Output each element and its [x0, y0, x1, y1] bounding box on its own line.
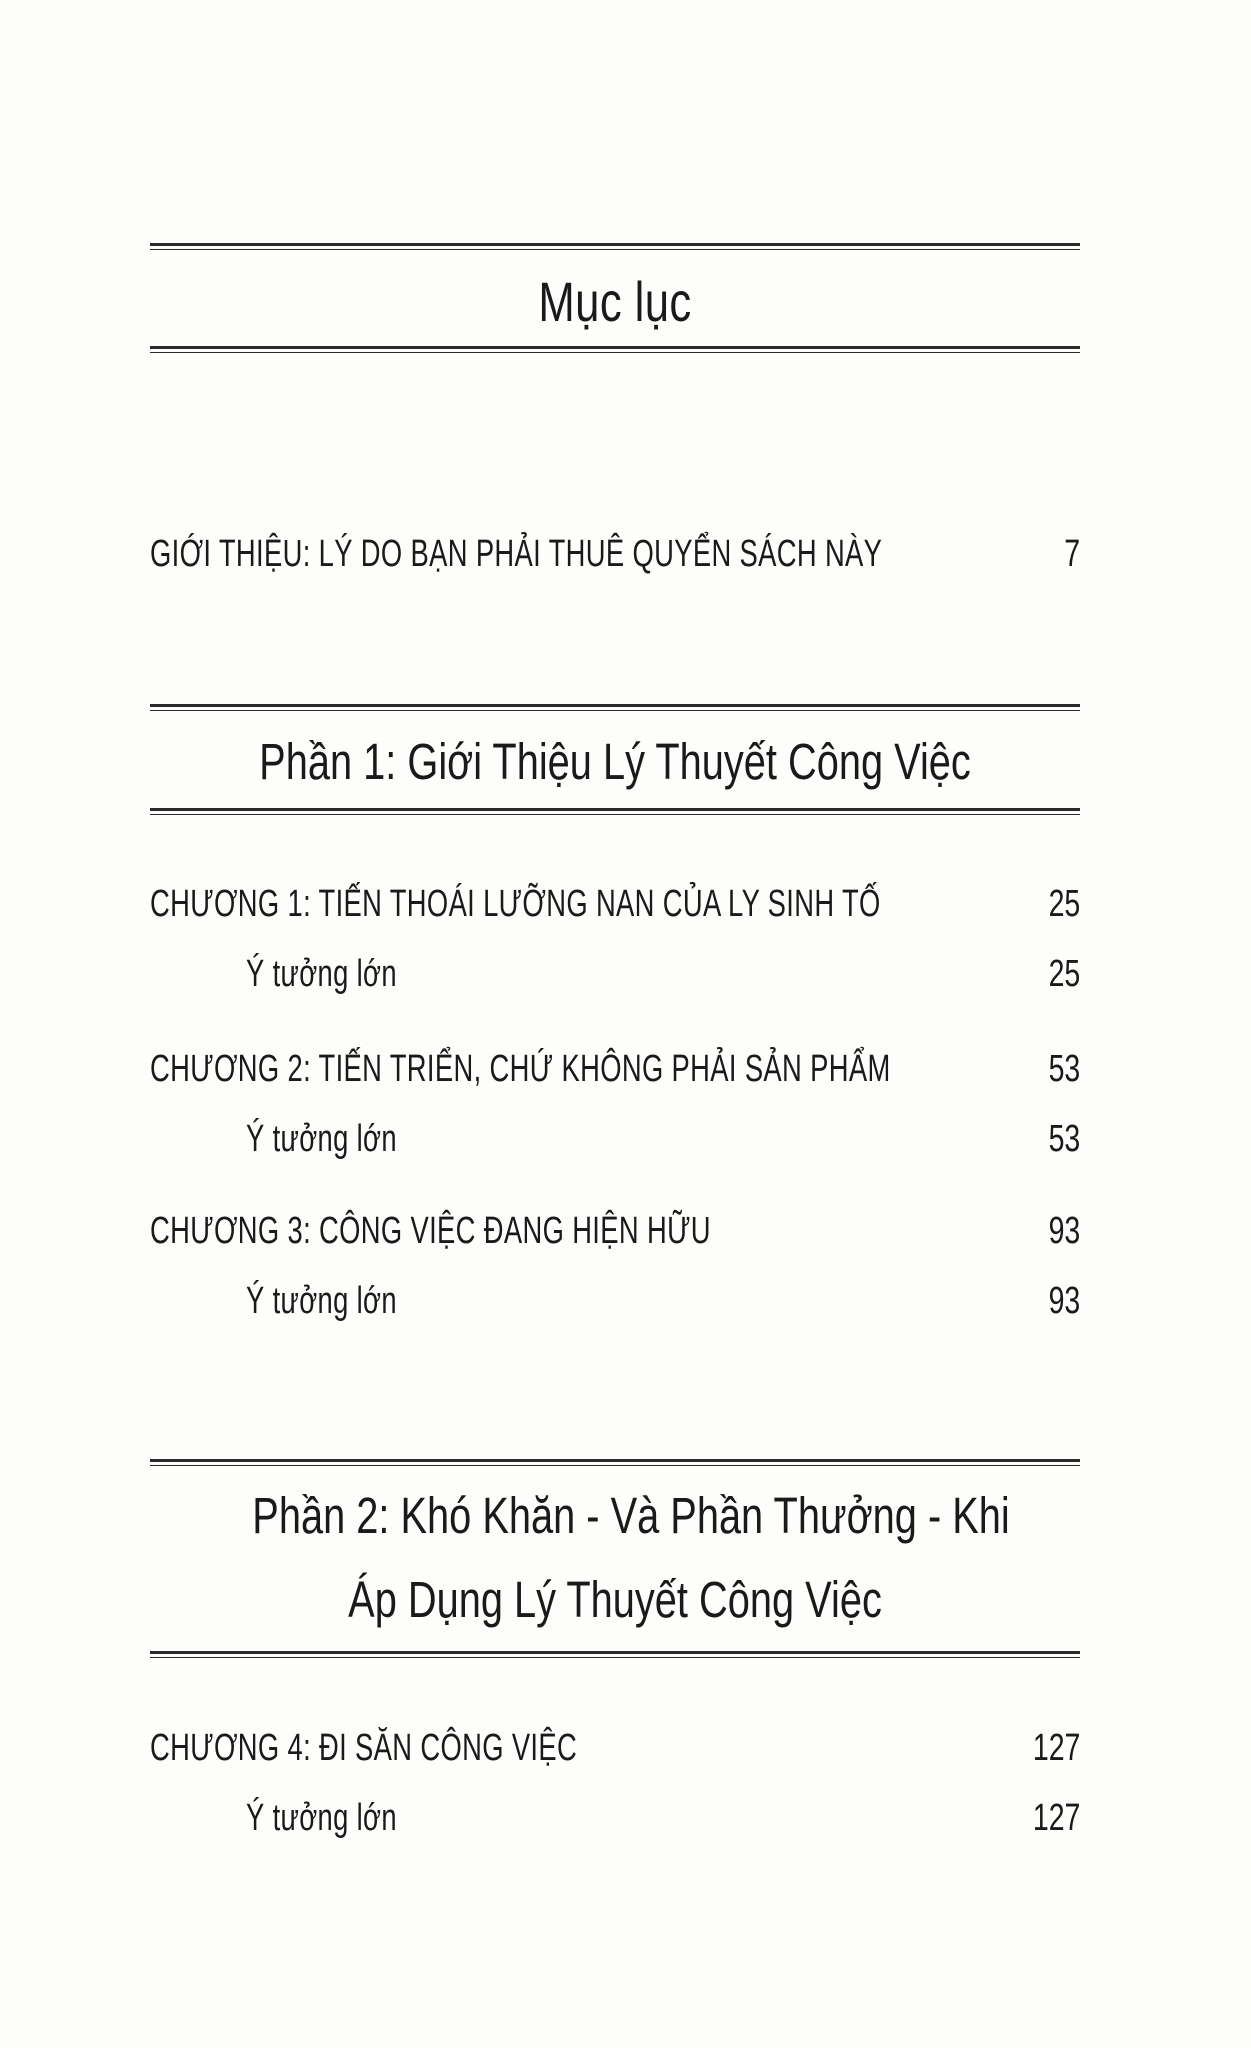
toc-entry-page: 93	[1048, 1210, 1080, 1252]
toc-entry-page: 25	[1048, 883, 1080, 925]
toc-entry-label: CHƯƠNG 3: CÔNG VIỆC ĐANG HIỆN HỮU	[150, 1210, 711, 1252]
toc-subentry-page: 127	[1032, 1797, 1080, 1839]
toc-entry-label: CHƯƠNG 2: TIẾN TRIỂN, CHỨ KHÔNG PHẢI SẢN PHẨM	[150, 1048, 891, 1090]
part-1-top-rule	[150, 704, 1080, 714]
toc-entry-page: 53	[1048, 1048, 1080, 1090]
toc-subentry-label: Ý tưởng lớn	[246, 1280, 397, 1322]
toc-entry-label: CHƯƠNG 1: TIẾN THOÁI LƯỠNG NAN CỦA LY SINH TỐ	[150, 883, 881, 925]
toc-entry-chapter-1[interactable]	[150, 883, 1080, 933]
toc-subentry-chapter-1[interactable]	[150, 953, 1080, 1003]
toc-entry-chapter-3[interactable]	[150, 1210, 1080, 1260]
toc-entry-label: GIỚI THIỆU: LÝ DO BẠN PHẢI THUÊ QUYỂN SÁCH NÀY	[150, 533, 883, 575]
toc-subentry-label: Ý tưởng lớn	[246, 953, 397, 995]
toc-subentry-label: Ý tưởng lớn	[246, 1797, 397, 1839]
toc-subentry-chapter-3[interactable]	[150, 1280, 1080, 1330]
part-2-title-line-2: Áp Dụng Lý Thuyết Công Việc	[348, 1571, 882, 1628]
toc-entry-intro[interactable]	[150, 533, 1080, 583]
title-top-rule	[150, 243, 1080, 253]
toc-entry-label: CHƯƠNG 4: ĐI SĂN CÔNG VIỆC	[150, 1727, 578, 1769]
toc-entry-page: 7	[1064, 533, 1080, 575]
part-2-bottom-rule	[150, 1651, 1080, 1661]
toc-subentry-label: Ý tưởng lớn	[246, 1118, 397, 1160]
toc-subentry-page: 93	[1048, 1280, 1080, 1322]
title-bottom-rule	[150, 346, 1080, 356]
part-2-title-line-1: Phần 2: Khó Khăn - Và Phần Thưởng - Khi	[252, 1487, 1010, 1544]
part-1-bottom-rule	[150, 808, 1080, 818]
toc-subentry-page: 25	[1048, 953, 1080, 995]
toc-subentry-chapter-2[interactable]	[150, 1118, 1080, 1168]
toc-entry-chapter-4[interactable]	[150, 1727, 1080, 1777]
page-title: Mục lục	[538, 270, 692, 333]
part-2-top-rule	[150, 1459, 1080, 1469]
toc-entry-chapter-2[interactable]	[150, 1048, 1080, 1098]
toc-entry-page: 127	[1032, 1727, 1080, 1769]
toc-subentry-page: 53	[1048, 1118, 1080, 1160]
part-1-title: Phần 1: Giới Thiệu Lý Thuyết Công Việc	[259, 733, 971, 790]
toc-subentry-chapter-4[interactable]	[150, 1797, 1080, 1847]
